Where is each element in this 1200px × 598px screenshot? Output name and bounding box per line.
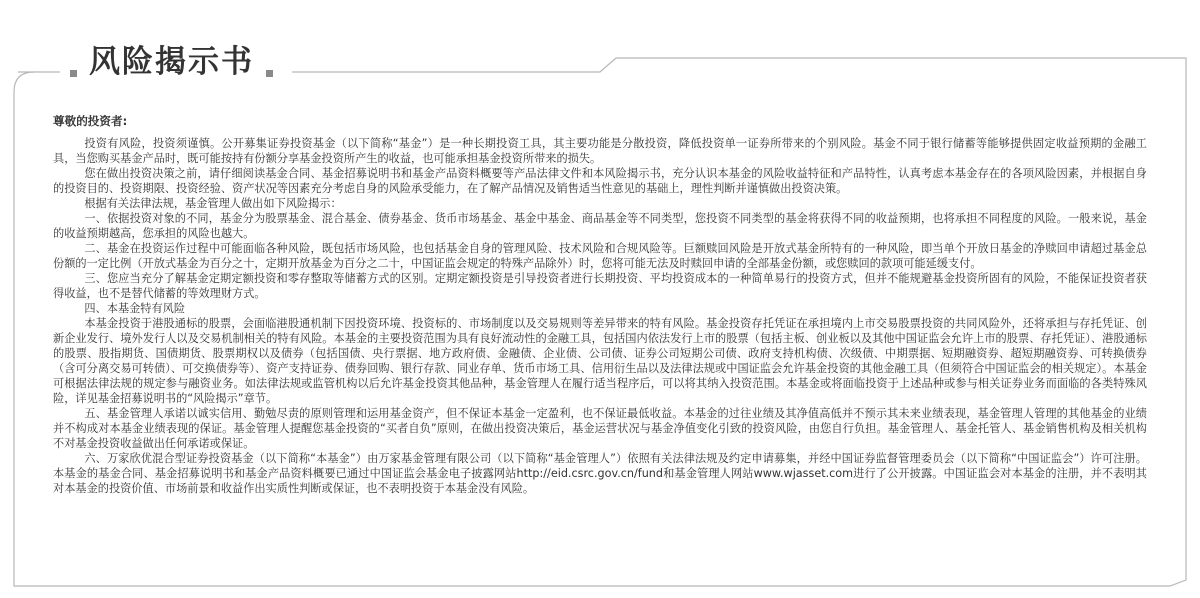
paragraph-section-3: 三、您应当充分了解基金定期定额投资和零存整取等储蓄方式的区别。定期定额投资是引导投资者进行长期投资、平均投资成本的一种简单易行的投资方式，但并不能规避基金投资所固有的风险，不能保证投资者获得收益，也不是替代储蓄的等效理财方式。 [53, 272, 1147, 300]
paragraph-intro: 投资有风险，投资须谨慎。公开募集证券投资基金（以下简称“基金”）是一种长期投资工具，其主要功能是分散投资，降低投资单一证券所带来的个别风险。基金不同于银行储蓄等能够提供固定收益预期的金融工具，当您购买基金产品时，既可能按持有份额分享基金投资所产生的收益，也可能承担基金投资所带来的损失。 [53, 137, 1147, 165]
document-body [53, 114, 1147, 496]
paragraph-section-5: 五、基金管理人承诺以诚实信用、勤勉尽责的原则管理和运用基金资产，但不保证本基金一定盈利，也不保证最低收益。本基金的过往业绩及其净值高低并不预示其未来业绩表现，基金管理人管理的其他基金的业绩并不构成对本基金业绩表现的保证。基金管理人提醒您基金投资的“买者自负”原则，在做出投资决策后，基金运营状况与基金净值变化引致的投资风险，由您自行负担。基金管理人、基金托管人、基金销售机构及相关机构不对基金投资收益做出任何承诺或保证。 [53, 407, 1147, 450]
paragraph-decision: 您在做出投资决策之前，请仔细阅读基金合同、基金招募说明书和基金产品资料概要等产品法律文件和本风险揭示书，充分认识本基金的风险收益特征和产品特性，认真考虑本基金存在的各项风险因素，并根据自身的投资目的、投资期限、投资经验、资产状况等因素充分考虑自身的风险承受能力，在了解产品情况及销售适当性意见的基础上，理性判断并谨慎做出投资决策。 [53, 167, 1147, 195]
title-decoration-left [70, 70, 77, 77]
paragraph-section-6: 六、万家欣优混合型证券投资基金（以下简称“本基金”）由万家基金管理有限公司（以下简称“基金管理人”）依照有关法律法规及约定申请募集，并经中国证券监督管理委员会（以下简称“中国证监会”）许可注册。本基金的基金合同、基金招募说明书和基金产品资料概要已通过中国证监会基金电子披露网站http://eid.csrc.gov.cn/fund和基金管理人网站www.wjasset.com进行了公开披露。中国证监会对本基金的注册，并不表明其对本基金的投资价值、市场前景和收益作出实质性判断或保证，也不表明投资于本基金没有风险。 [53, 452, 1147, 495]
paragraph-section-2: 二、基金在投资运作过程中可能面临各种风险，既包括市场风险，也包括基金自身的管理风险、技术风险和合规风险等。巨额赎回风险是开放式基金所特有的一种风险，即当单个开放日基金的净赎回申请超过基金总份额的一定比例（开放式基金为百分之十，定期开放基金为百分之二十，中国证监会规定的特殊产品除外）时，您将可能无法及时赎回申请的全部基金份额，或您赎回的款项可能延缓支付。 [53, 242, 1147, 270]
paragraph-section-4: 本基金投资于港股通标的股票，会面临港股通机制下因投资环境、投资标的、市场制度以及交易规则等差异带来的特有风险。基金投资存托凭证在承担境内上市交易股票投资的共同风险外，还将承担与存托凭证、创新企业发行、境外发行人以及交易机制相关的特有风险。本基金的主要投资范围为具有良好流动性的金融工具，包括国内依法发行上市的股票（包括主板、创业板以及其他中国证监会允许上市的股票、存托凭证）、港股通标的股票、股指期货、国债期货、股票期权以及债券（包括国债、央行票据、地方政府债、金融债、企业债、公司债、证券公司短期公司债、政府支持机构债、次级债、中期票据、短期融资券、超短期融资券、可转换债券（含可分离交易可转债）、可交换债券等）、资产支持证券、债券回购、银行存款、同业存单、货币市场工具、信用衍生品以及法律法规或中国证监会允许基金投资的其他金融工具（但须符合中国证监会的相关规定）。本基金可根据法律法规的规定参与融资业务。如法律法规或监管机构以后允许基金投资其他品种，基金管理人在履行适当程序后，可以将其纳入投资范围。本基金或将面临投资于上述品种或参与相关证券业务而面临的各类特殊风险，详见基金招募说明书的“风险揭示”章节。 [53, 317, 1147, 405]
title-area [70, 42, 273, 82]
paragraph-section-1: 一、依据投资对象的不同，基金分为股票基金、混合基金、债券基金、货币市场基金、基金中基金、商品基金等不同类型，您投资不同类型的基金将获得不同的收益预期，也将承担不同程度的风险。一般来说，基金的收益预期越高，您承担的风险也越大。 [53, 212, 1147, 240]
section-4-heading: 四、本基金特有风险 [84, 302, 186, 315]
page-title: 风险揭示书 [89, 44, 254, 80]
paragraph-disclosure-lead: 根据有关法律法规，基金管理人做出如下风险揭示： [84, 197, 342, 210]
title-decoration-right [266, 70, 273, 77]
greeting: 尊敬的投资者: [53, 114, 128, 128]
